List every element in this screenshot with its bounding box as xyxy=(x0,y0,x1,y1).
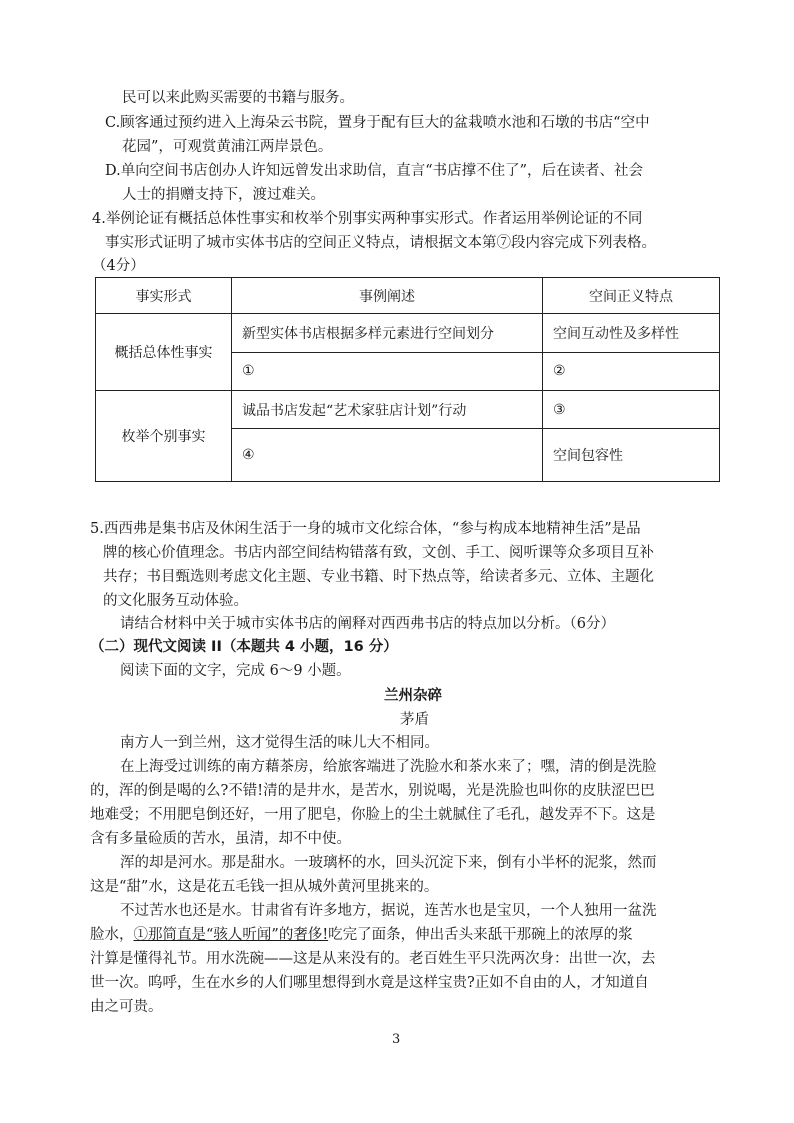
cell-example: 诚品书店发起“艺术家驻店计划”行动 xyxy=(232,391,543,429)
q5-line4: 的文化服务互动体验。 xyxy=(103,593,248,609)
header-feature: 空间正义特点 xyxy=(543,278,720,314)
group-general-fact: 概括总体性事实 xyxy=(96,314,232,391)
paragraph-3-line2: 这是“甜”水，这是花五毛钱一担从城外黄河里挑来的。 xyxy=(90,879,439,895)
paragraph-4-line2 xyxy=(90,925,633,945)
article-title: 兰州杂碎 xyxy=(384,688,442,704)
cell-feature: 空间包容性 xyxy=(543,429,720,482)
q5-line1: 5.西西弗是集书店及休闲生活于一身的城市文化综合体，“参与构成本地精神生活”是品 xyxy=(90,521,641,537)
q4-line1: 4.举例论证有概括总体性事实和枚举个别事实两种事实形式。作者运用举例论证的不同 xyxy=(92,211,643,227)
q4-table xyxy=(95,277,720,482)
section-heading: （二）现代文阅读 II（本题共 4 小题，16 分） xyxy=(90,639,398,655)
q5-line2: 牌的核心价值理念。书店内部空间结构错落有致，文创、手工、阅听课等众多项目互补 xyxy=(103,545,654,561)
option-d-line2: 人士的捐赠支持下，渡过难关。 xyxy=(122,187,325,203)
page-number: 3 xyxy=(392,1032,401,1047)
paragraph-2-line1: 在上海受过训练的南方藉茶房，给旅客端进了洗脸水和茶水来了；嘿，清的倒是洗脸 xyxy=(120,759,657,775)
marked-sentence-1: ①那简直是“骇人听闻”的奢侈! xyxy=(133,927,329,943)
section-instruction: 阅读下面的文字，完成 6～9 小题。 xyxy=(120,663,351,679)
header-fact-form: 事实形式 xyxy=(96,278,232,314)
q5-line5: 请结合材料中关于城市实体书店的阐释对西西弗书店的特点加以分析。（6分） xyxy=(120,616,615,632)
option-c-line2: 花园”，可观赏黄浦江两岸景色。 xyxy=(122,139,333,155)
paragraph-1: 南方人一到兰州，这才觉得生活的味儿大不相同。 xyxy=(120,735,439,751)
q4-score: （4分） xyxy=(92,258,145,274)
group-individual-fact: 枚举个别事实 xyxy=(96,391,232,482)
option-d-line1: D.单向空间书店创办人许知远曾发出求助信，直言“书店撑不住了”，后在读者、社会 xyxy=(105,163,644,179)
paragraph-2-line2: 的，浑的倒是喝的么?不错!清的是井水，是苦水，别说喝，光是洗脸也叫你的皮肤涩巴巴 xyxy=(90,783,655,799)
cell-feature: 空间互动性及多样性 xyxy=(543,314,720,353)
paragraph-2-line4: 含有多量硷质的苦水，虽清，却不中使。 xyxy=(90,831,351,847)
paragraph-4-line2-pre: 脸水， xyxy=(90,927,134,943)
cell-example: 新型实体书店根据多样元素进行空间划分 xyxy=(232,314,543,353)
article-author: 茅盾 xyxy=(400,712,429,728)
header-example: 事例阐述 xyxy=(232,278,543,314)
paragraph-4-line4: 世一次。呜呼，生在水乡的人们哪里想得到水竟是这样宝贵?正如不自由的人，才知道自 xyxy=(90,975,649,991)
answer-blank-2: ② xyxy=(543,352,720,391)
option-b-tail: 民可以来此购买需要的书籍与服务。 xyxy=(122,90,354,106)
answer-blank-1: ① xyxy=(232,352,543,391)
table-header-row xyxy=(96,278,720,314)
q5-line3: 共存；书目甄选则考虑文化主题、专业书籍、时下热点等，给读者多元、立体、主题化 xyxy=(103,569,654,585)
q4-line2: 事实形式证明了城市实体书店的空间正义特点，请根据文本第⑦段内容完成下列表格。 xyxy=(105,235,656,251)
paragraph-4-line3: 汁算是懂得礼节。用水洗碗——这是从来没有的。老百姓生平只洗两次身：出世一次，去 xyxy=(90,951,656,967)
paragraph-4-line1: 不过苦水也还是水。甘肃省有许多地方，据说，连苦水也是宝贝，一个人独用一盆洗 xyxy=(120,903,657,919)
paragraph-4-line5: 由之可贵。 xyxy=(90,999,163,1015)
table-row xyxy=(96,391,720,429)
paragraph-2-line3: 地难受；不用肥皂倒还好，一用了肥皂，你脸上的尘土就腻住了毛孔，越发弄不下。这是 xyxy=(90,807,656,823)
option-c-line1: C.顾客通过预约进入上海朵云书院，置身于配有巨大的盆栽喷水池和石墩的书店“空中 xyxy=(105,115,650,131)
answer-blank-3: ③ xyxy=(543,391,720,429)
table-row xyxy=(96,314,720,353)
paragraph-3-line1: 浑的却是河水。那是甜水。一玻璃杯的水，回头沉淀下来，倒有小半杯的泥浆，然而 xyxy=(120,855,657,871)
answer-blank-4: ④ xyxy=(232,429,543,482)
paragraph-4-line2-post: 吃完了面条，伸出舌头来舐干那碗上的浓厚的浆 xyxy=(328,927,633,943)
